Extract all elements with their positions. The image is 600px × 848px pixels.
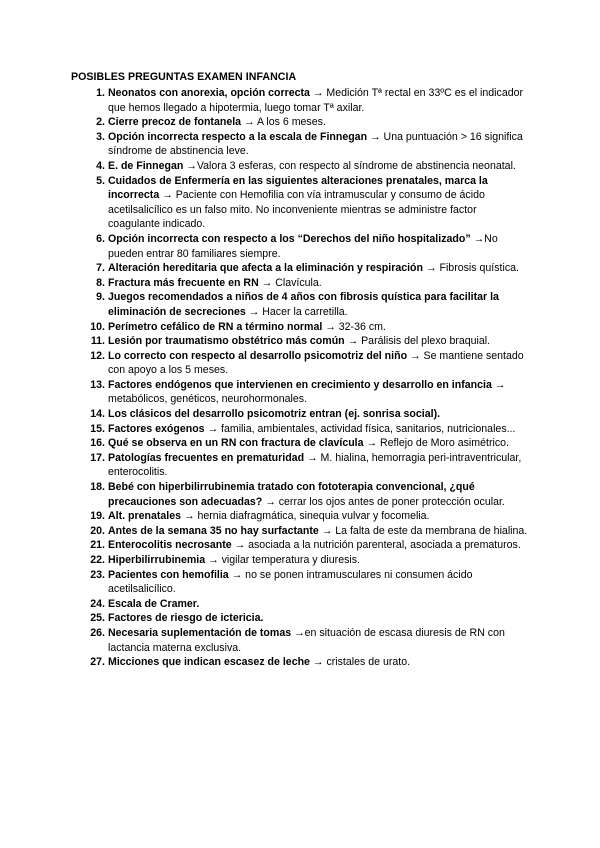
question-text: E. de Finnegan <box>108 159 184 172</box>
question-item <box>0 86 600 115</box>
question-number: 13. <box>90 378 105 391</box>
question-text: Lo correcto con respecto al desarrollo psicomotriz del niño <box>108 349 408 362</box>
answer-text: → 32-36 cm. <box>322 320 386 333</box>
question-item <box>0 290 600 319</box>
question-item <box>0 480 600 509</box>
question-number: 19. <box>90 510 105 523</box>
question-text: Micciones que indican escasez de leche <box>108 656 310 669</box>
answer-text: →en situación de escasa diuresis de RN con lactancia materna exclusiva. <box>108 626 505 654</box>
question-text: Lesión por traumatismo obstétrico más común <box>108 335 345 348</box>
question-item <box>0 597 600 612</box>
question-item <box>0 378 600 407</box>
question-text: Alteración hereditaria que afecta a la eliminación y respiración <box>108 262 423 275</box>
question-text: Pacientes con hemofilia <box>108 568 229 581</box>
answer-text: → Se mantiene sentado con apoyo a los 5 meses. <box>108 349 524 377</box>
question-number: 5. <box>96 174 105 187</box>
answer-text: → familia, ambientales, actividad física, sanitarios, nutricionales... <box>204 422 516 435</box>
question-number: 6. <box>96 232 105 245</box>
question-number: 10. <box>90 320 105 333</box>
answer-text: → Parálisis del plexo braquial. <box>344 335 491 348</box>
question-item <box>0 407 600 422</box>
question-item <box>0 538 600 553</box>
question-number: 14. <box>90 408 105 421</box>
question-text: Fractura más frecuente en RN <box>108 276 259 289</box>
question-text: Antes de la semana 35 no hay surfactante <box>108 524 319 537</box>
answer-text: → metabólicos, genéticos, neurohormonales. <box>108 378 506 406</box>
question-text: Opción incorrecta respecto a la escala de Finnegan <box>108 130 368 143</box>
question-text: Factores exógenos <box>108 422 205 435</box>
question-item <box>0 553 600 568</box>
question-item <box>0 174 600 232</box>
question-item <box>0 334 600 349</box>
answer-text: → hernia diafragmática, sinequia vulvar y focomelia. <box>181 510 430 523</box>
question-item <box>0 276 600 291</box>
question-item <box>0 159 600 174</box>
question-text: Alt. prenatales <box>108 510 182 523</box>
question-number: 4. <box>96 159 105 172</box>
question-number: 11. <box>90 335 105 348</box>
question-number: 20. <box>90 524 105 537</box>
question-number: 12. <box>90 349 105 362</box>
question-item <box>0 115 600 130</box>
answer-text: → cristales de urato. <box>309 656 411 669</box>
question-number: 2. <box>96 116 105 129</box>
question-item <box>0 320 600 335</box>
question-item <box>0 261 600 276</box>
question-number: 18. <box>90 481 105 494</box>
question-text: Perímetro cefálico de RN a término normal <box>108 320 323 333</box>
answer-text: → Clavícula. <box>258 276 322 289</box>
question-text: Los clásicos del desarrollo psicomotriz entran (ej. sonrisa social). <box>108 408 441 421</box>
question-item <box>0 509 600 524</box>
answer-text: → A los 6 meses. <box>241 116 326 129</box>
answer-text: → La falta de este da membrana de hialina. <box>318 524 528 537</box>
question-item <box>0 451 600 480</box>
question-text: Patologías frecuentes en prematuridad <box>108 451 305 464</box>
question-item <box>0 232 600 261</box>
answer-text: → cerrar los ojos antes de poner protección ocular. <box>262 495 505 508</box>
question-text: Opción incorrecta con respecto a los “Derechos del niño hospitalizado” <box>108 232 471 245</box>
question-number: 3. <box>96 130 105 143</box>
answer-text: →Valora 3 esferas, con respecto al síndrome de abstinencia neonatal. <box>183 159 516 172</box>
question-item <box>0 568 600 597</box>
question-number: 7. <box>96 262 105 275</box>
question-number: 23. <box>90 568 105 581</box>
answer-text: → Fibrosis quística. <box>423 262 519 275</box>
question-number: 16. <box>90 437 105 450</box>
answer-text: → vigilar temperatura y diuresis. <box>205 554 360 566</box>
answer-text: → Reflejo de Moro asimétrico. <box>363 437 509 450</box>
question-item <box>0 436 600 451</box>
question-number: 24. <box>90 597 105 610</box>
question-list <box>0 86 600 670</box>
question-text: Factores endógenos que intervienen en crecimiento y desarrollo en infancia <box>108 378 492 391</box>
answer-text: → no se ponen intramusculares ni consumen ácido acetilsalicílico. <box>108 568 473 596</box>
question-number: 25. <box>90 612 105 625</box>
question-text: Qué se observa en un RN con fractura de clavícula <box>108 437 364 450</box>
question-item <box>0 422 600 437</box>
answer-text: → M. hialina, hemorragia peri-intraventricular, enterocolitis. <box>108 451 522 479</box>
answer-text: →No pueden entrar 80 familiares siempre. <box>108 232 498 260</box>
document-title: POSIBLES PREGUNTAS EXAMEN INFANCIA <box>71 71 297 83</box>
answer-text: → Hacer la carretilla. <box>245 305 348 318</box>
question-text: Escala de Cramer. <box>108 597 200 610</box>
question-item <box>0 130 600 159</box>
question-text: Neonatos con anorexia, opción correcta <box>108 87 310 99</box>
question-number: 1. <box>96 87 105 99</box>
question-number: 22. <box>90 554 105 566</box>
answer-text: → Una puntuación > 16 significa síndrome de abstinencia leve. <box>108 130 523 158</box>
question-item <box>0 524 600 539</box>
question-item <box>0 611 600 626</box>
question-text: Hiperbilirrubinemia <box>108 554 206 566</box>
answer-text: → Medición Tª rectal en 33ºC es el indicador que hemos llegado a hipotermia, luego tomar Tª axilar. <box>108 87 524 114</box>
question-number: 26. <box>90 626 105 639</box>
question-number: 15. <box>90 422 105 435</box>
question-number: 27. <box>90 656 105 669</box>
question-text: Necesaria suplementación de tomas <box>108 626 292 639</box>
answer-text: → Paciente con Hemofilia con vía intramuscular y consumo de ácido acetilsalicílico es un falso mito. No inconveniente mientras se administre factor coagulante indicado. <box>108 189 485 231</box>
question-item <box>0 655 600 670</box>
question-number: 9. <box>96 291 105 304</box>
question-text: Cierre precoz de fontanela <box>108 116 242 129</box>
question-text: Enterocolitis necrosante <box>108 539 232 552</box>
question-text: Factores de riesgo de ictericia. <box>108 612 264 625</box>
question-item <box>0 626 600 655</box>
answer-text: → asociada a la nutrición parenteral, asociada a prematuros. <box>231 539 521 552</box>
question-text: Cuidados de Enfermería en las siguientes alteraciones prenatales, marca la incorrecta <box>108 174 488 202</box>
question-number: 17. <box>90 451 105 464</box>
question-item <box>0 349 600 378</box>
question-text: Juegos recomendados a niños de 4 años con fibrosis quística para facilitar la eliminación de secreciones <box>108 291 499 318</box>
question-number: 8. <box>96 276 105 289</box>
question-number: 21. <box>90 539 105 552</box>
question-text: Bebé con hiperbilirrubinemia tratado con fototerapia convencional, ¿qué precauciones son adecuadas? <box>108 481 475 508</box>
